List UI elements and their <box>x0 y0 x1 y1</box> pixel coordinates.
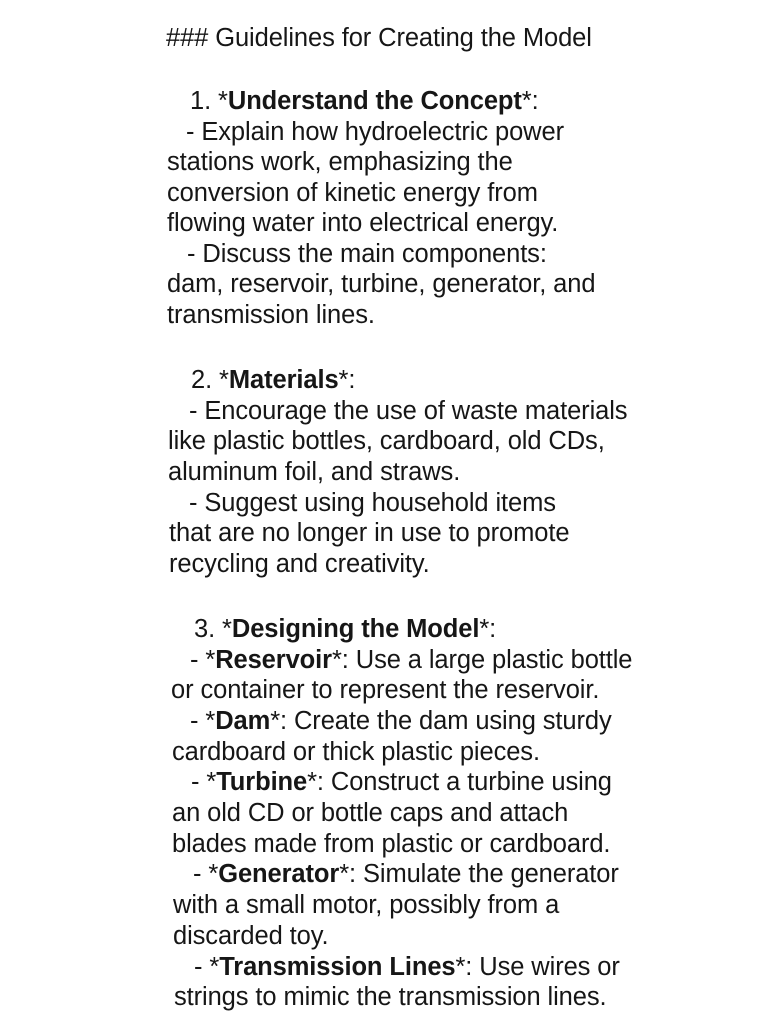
dam-item-line-2: cardboard or thick plastic pieces. <box>172 738 540 766</box>
section-1-bullet-1-line-4: flowing water into electrical energy. <box>167 209 559 237</box>
section-2-bullet-1-line-1: - Encourage the use of waste materials <box>189 397 628 425</box>
section-2-bullet-2-line-2: that are no longer in use to promote <box>169 519 570 547</box>
generator-item-line-2: with a small motor, possibly from a <box>173 891 560 919</box>
generator-item-line-3: discarded toy. <box>173 922 329 950</box>
generator-item-line-1: - *Generator*: Simulate the generator <box>193 860 619 888</box>
section-1-title: 1. *Understand the Concept*: <box>190 87 539 115</box>
section-1-bullet-2-line-2: dam, reservoir, turbine, generator, and <box>167 270 596 298</box>
section-2-title: 2. *Materials*: <box>191 366 356 394</box>
turbine-item-line-3: blades made from plastic or cardboard. <box>172 830 611 858</box>
transmission-item-line-2: strings to mimic the transmission lines. <box>174 983 607 1011</box>
section-2-bullet-1-line-2: like plastic bottles, cardboard, old CDs, <box>168 427 605 455</box>
section-1-bullet-1-line-2: stations work, emphasizing the <box>167 148 513 176</box>
reservoir-item-line-1: - *Reservoir*: Use a large plastic bottle <box>190 646 633 674</box>
turbine-item-line-1: - *Turbine*: Construct a turbine using <box>191 768 612 796</box>
transmission-item-line-1: - *Transmission Lines*: Use wires or <box>194 953 620 981</box>
section-1-bullet-2-line-1: - Discuss the main components: <box>187 240 547 268</box>
section-3-title: 3. *Designing the Model*: <box>194 615 497 643</box>
section-1-bullet-1-line-1: - Explain how hydroelectric power <box>186 118 564 146</box>
section-2-bullet-2-line-3: recycling and creativity. <box>169 550 430 578</box>
section-1-bullet-2-line-3: transmission lines. <box>167 301 375 329</box>
section-2-bullet-1-line-3: aluminum foil, and straws. <box>168 458 461 486</box>
dam-item-line-1: - *Dam*: Create the dam using sturdy <box>190 707 612 735</box>
reservoir-item-line-2: or container to represent the reservoir. <box>171 676 600 704</box>
document-heading: ### Guidelines for Creating the Model <box>166 24 592 52</box>
section-2-bullet-2-line-1: - Suggest using household items <box>189 489 556 517</box>
section-1-bullet-1-line-3: conversion of kinetic energy from <box>167 179 538 207</box>
turbine-item-line-2: an old CD or bottle caps and attach <box>172 799 569 827</box>
